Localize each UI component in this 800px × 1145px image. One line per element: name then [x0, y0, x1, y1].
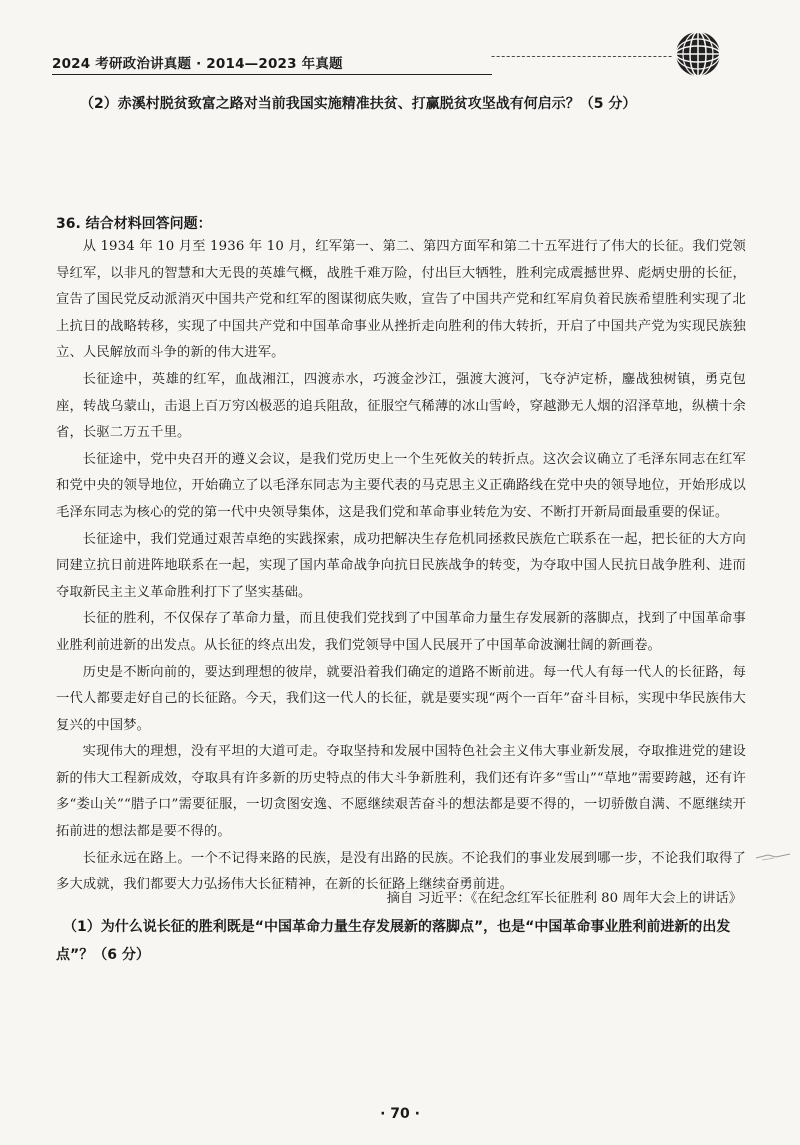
question-36-part-1 [56, 913, 742, 969]
page-header [52, 46, 752, 86]
sub-question-text: （1）为什么说长征的胜利既是“中国革命力量生存发展新的落脚点”，也是“中国革命事业胜利前进新的出发点”？（6 分） [56, 919, 731, 963]
question-36-material [56, 234, 746, 899]
header-dashed-line [476, 56, 672, 75]
material-paragraph: 从 1934 年 10 月至 1936 年 10 月，红军第一、第二、第四方面军和第二十五军进行了伟大的长征。我们党领导红军，以非凡的智慧和大无畏的英雄气概，战胜千难万险，付出巨大牺牲，胜利完成震撼世界、彪炳史册的长征，宣告了国民党反动派消灭中国共产党和红军的图谋彻底失败，宣告了中国共产党和红军肩负着民族希望胜利实现了北上抗日的战略转移，实现了中国共产党和中国革命事业从挫折走向胜利的伟大转折，开启了中国共产党为实现民族独立、人民解放而斗争的新的伟大进军。 [56, 239, 746, 361]
material-paragraph: 长征的胜利，不仅保存了革命力量，而且使我们党找到了中国革命力量生存发展新的落脚点，找到了中国革命事业胜利前进新的出发点。从长征的终点出发，我们党领导中国人民展开了中国革命波澜壮阔的新画卷。 [56, 611, 746, 653]
material-paragraph: 长征途中，英雄的红军，血战湘江，四渡赤水，巧渡金沙江，强渡大渡河，飞夺泸定桥，鏖战独树镇，勇克包座，转战乌蒙山，击退上百万穷凶极恶的追兵阻敌，征服空气稀薄的冰山雪岭，穿越渺无人烟的沼泽草地，纵横十余省，长驱二万五千里。 [56, 371, 746, 441]
material-paragraph: 实现伟大的理想，没有平坦的大道可走。夺取坚持和发展中国特色社会主义伟大事业新发展，夺取推进党的建设新的伟大工程新成效，夺取具有许多新的历史特点的伟大斗争新胜利，我们还有许多“雪山”“草地”需要跨越，还有许多“娄山关”“腊子口”需要征服，一切贪图安逸、不愿继续艰苦奋斗的想法都是要不得的，一切骄傲自满、不愿继续开拓前进的想法都是要不得的。 [56, 744, 746, 840]
margin-mark-icon [754, 846, 794, 866]
material-paragraph: 长征途中，我们党通过艰苦卓绝的实践探索，成功把解决生存危机同拯救民族危亡联系在一起，把长征的大方向同建立抗日前进阵地联系在一起，实现了国内革命战争向抗日民族战争的转变，为夺取中国人民抗日战争胜利、进而夺取新民主主义革命胜利打下了坚实基础。 [56, 531, 746, 600]
material-paragraph: 长征永远在路上。一个不记得来路的民族，是没有出路的民族。不论我们的事业发展到哪一步，不论我们取得了多大成就，我们都要大力弘扬伟大长征精神，在新的长征路上继续奋勇前进。 [56, 850, 746, 893]
material-source: 摘自 习近平：《在纪念红军长征胜利 80 周年大会上的讲话》 [386, 891, 742, 906]
header-rule [52, 74, 492, 75]
header-title: 2024 考研政治讲真题 · 2014—2023 年真题 [52, 56, 343, 72]
question-35-part-2: （2）赤溪村脱贫致富之路对当前我国实施精准扶贫、打赢脱贫攻坚战有何启示？（5 分） [80, 96, 637, 112]
page-number: · 70 · [380, 1106, 420, 1122]
globe-icon [672, 28, 724, 80]
material-paragraph: 长征途中，党中央召开的遵义会议，是我们党历史上一个生死攸关的转折点。这次会议确立了毛泽东同志在红军和党中央的领导地位，开始确立了以毛泽东同志为主要代表的马克思主义正确路线在党中央的领导地位，开始形成以毛泽东同志为核心的党的第一代中央领导集体，这是我们党和革命事业转危为安、不断打开新局面最重要的保证。 [56, 451, 746, 520]
question-36-heading: 36. 结合材料回答问题： [56, 216, 212, 232]
material-paragraph: 历史是不断向前的，要达到理想的彼岸，就要沿着我们确定的道路不断前进。每一代人有每一代人的长征路，每一代人都要走好自己的长征路。今天，我们这一代人的长征，就是要实现“两个一百年”奋斗目标，实现中华民族伟大复兴的中国梦。 [56, 664, 746, 733]
